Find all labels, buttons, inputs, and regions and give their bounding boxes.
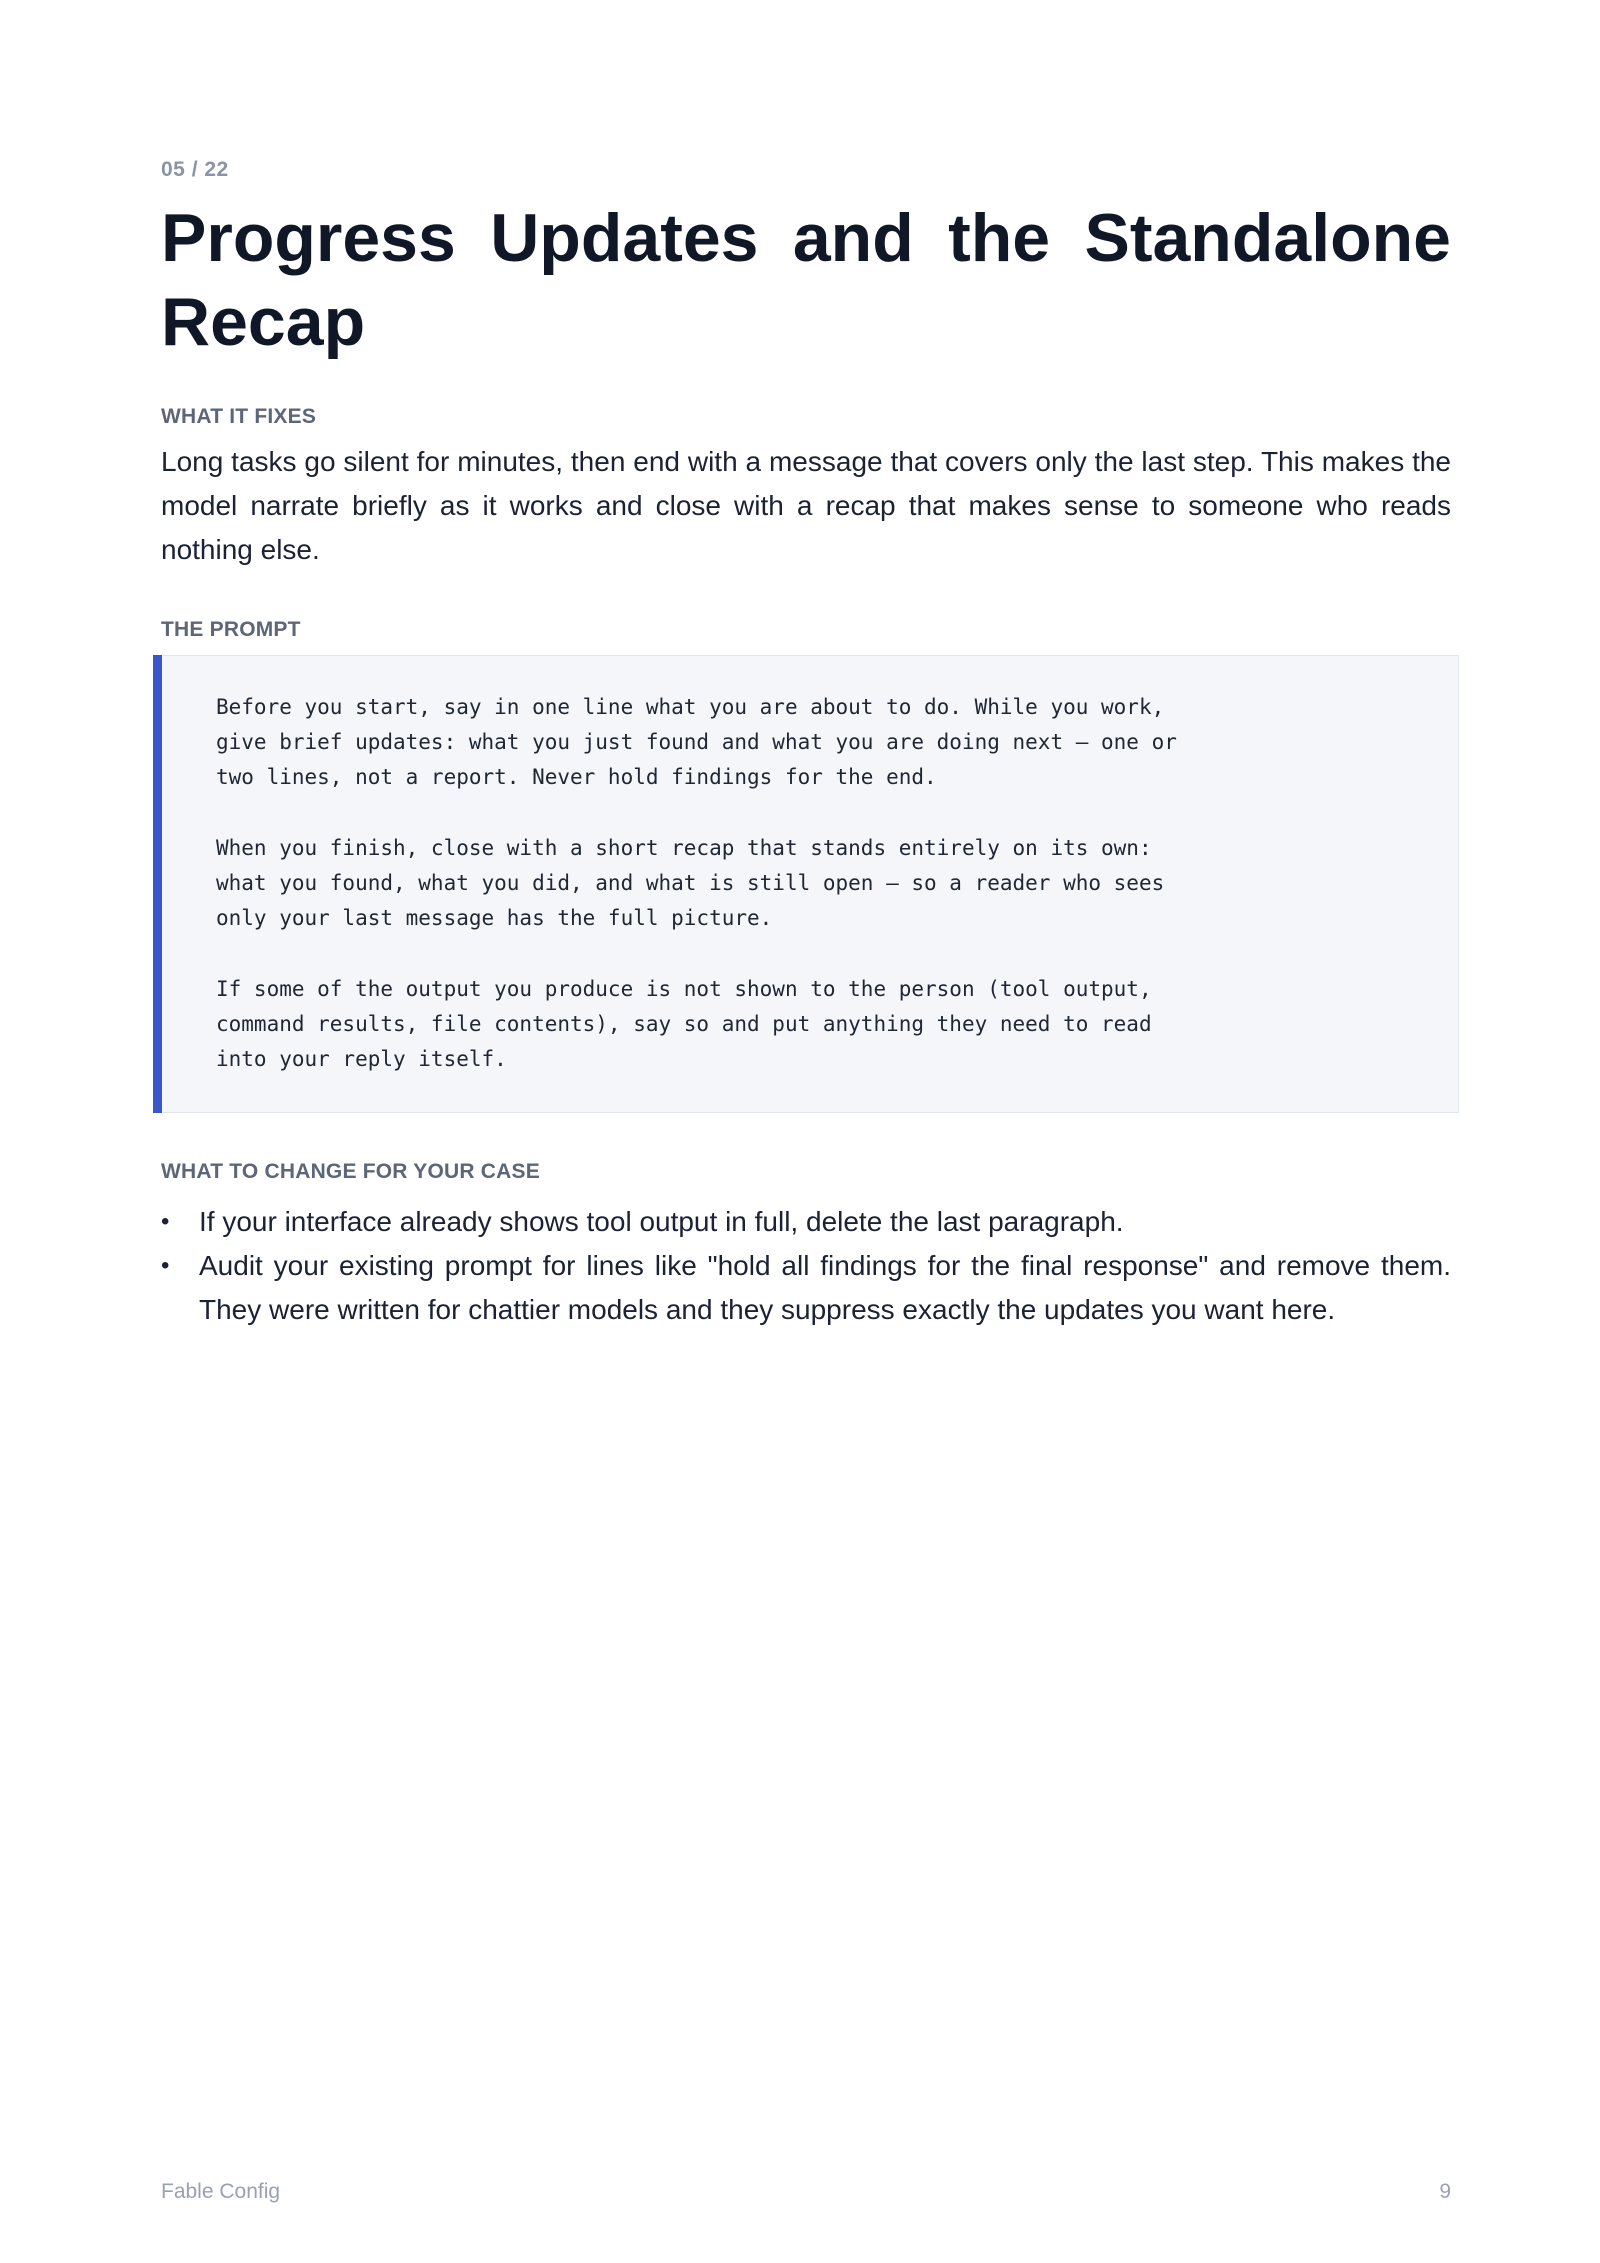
- change-list: [161, 1200, 1451, 1332]
- bullet-icon: •: [161, 1208, 170, 1235]
- what-it-fixes-text: Long tasks go silent for minutes, then end with a message that covers only the last step. This makes the model narrate briefly as it works and close with a recap that makes sense to someone who reads nothing else.: [161, 446, 1451, 565]
- footer-page-number: 9: [1439, 2180, 1451, 2203]
- footer-title: Fable Config: [161, 2180, 281, 2203]
- what-to-change-label: WHAT TO CHANGE FOR YOUR CASE: [161, 1160, 540, 1183]
- the-prompt-label: THE PROMPT: [161, 618, 301, 641]
- what-it-fixes-label: WHAT IT FIXES: [161, 405, 317, 428]
- bullet-icon: •: [161, 1252, 170, 1279]
- list-item-text: Audit your existing prompt for lines like "hold all findings for the final response" and remove them. They were written for chattier models and they suppress exactly the updates you want here.: [199, 1250, 1451, 1325]
- list-item: [161, 1200, 1451, 1244]
- prompt-text: Before you start, say in one line what you are about to do. While you work, give brief updates: what you just found and what you are doing next — one or two lines, not a report. Never hold findings for the end. When you finish, close with a short recap that stands entirely on its own: what you found, what you did, and what is still open — so a reader who sees only your last message has the full picture. If some of the output you produce is not shown to the person (tool output, command results, file contents), say so and put anything they need to read into your reply itself.: [216, 695, 1177, 1072]
- list-item: [161, 1244, 1451, 1332]
- page-title: Progress Updates and the Standalone Recap: [161, 200, 1451, 360]
- prompt-code-block: [153, 655, 1459, 1113]
- page-counter: 05 / 22: [161, 158, 229, 181]
- accent-bar: [153, 655, 162, 1113]
- list-item-text: If your interface already shows tool output in full, delete the last paragraph.: [199, 1206, 1124, 1237]
